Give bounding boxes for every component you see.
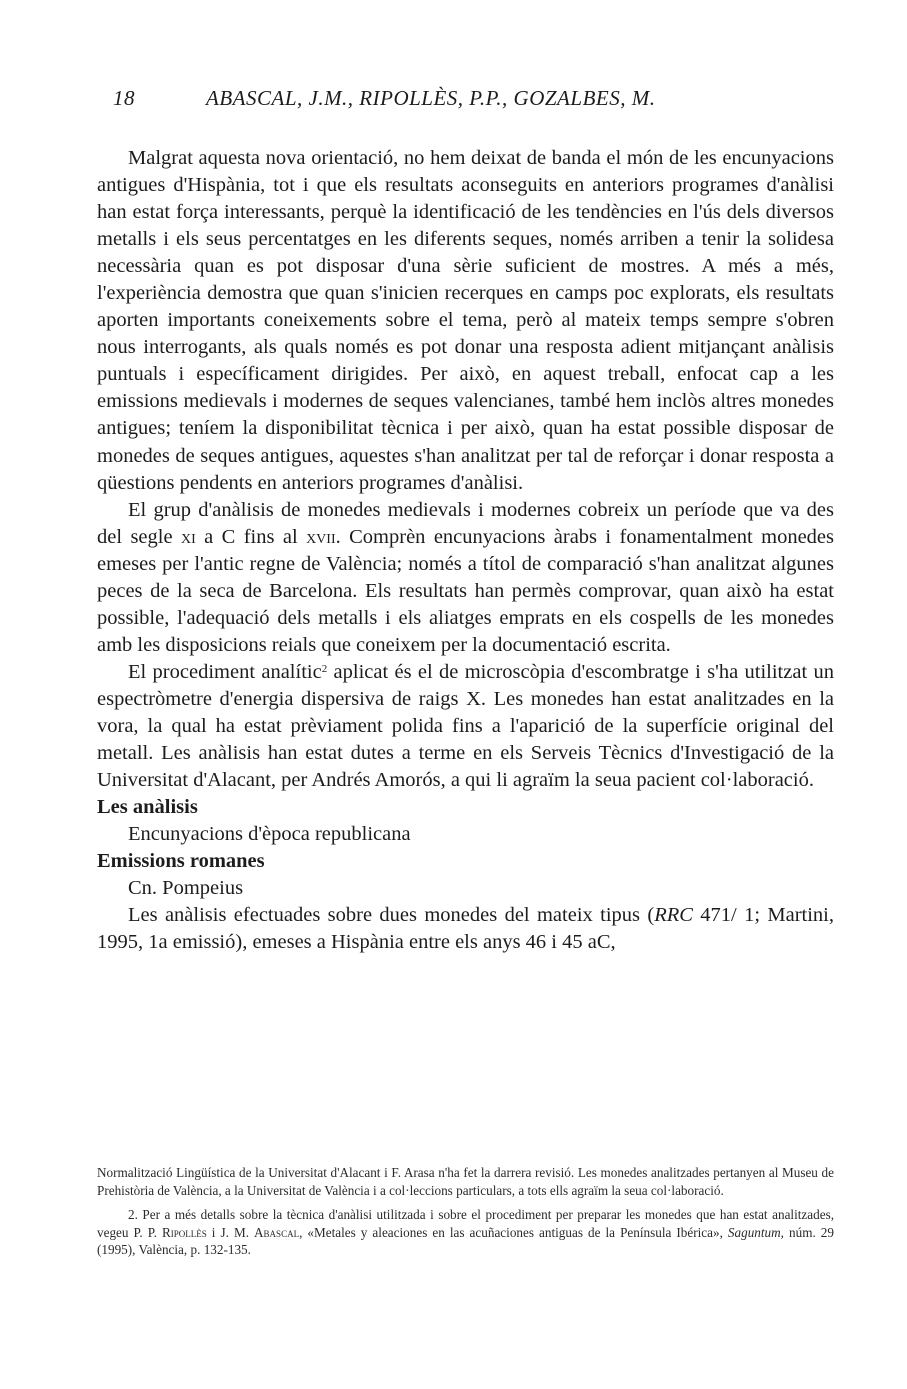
footnote-2-journal: Saguntum, [727,1224,784,1240]
section-sub-pompeius: Cn. Pompeius [128,877,244,900]
paragraph-2-text-b: a C fins al [195,525,307,548]
footnote-1-continuation: Normalització Lingüística de la Universitat d'Alacant i F. Arasa n'ha fet la darrera revisió. Les monedes analitzades pertanyen al Museu de Prehistòria de València, a la Universitat de València i a col·leccions particulars, a tots ells agraïm la seua col·laboració. [97,1165,834,1198]
century-xvii: xvii [306,525,336,548]
section-heading-romanes: Emissions romanes [97,850,265,873]
page-number: 18 [113,86,135,110]
rrc-abbrev: RRC [654,904,693,927]
footnotes [97,1164,834,1259]
paragraph-3-text-b: aplicat és el de microscòpia d'escombratge i s'ha utilitzat un espectròmetre d'energia dispersiva de raigs X. Les monedes han estat analitzades en la vora, la qual ha estat prèviament polida fins a l'aparició de la superfície original del metall. Les anàlisis han estat dutes a terme en els Serveis Tècnics d'Investigació de la Universitat d'Alacant, per Andrés Amorós, a qui li agraïm la seua pacient col·laboració. [97,660,834,792]
running-head-authors: ABASCAL, J.M., RIPOLLÈS, P.P., GOZALBES, M. [206,86,656,110]
body-text [97,145,834,956]
paragraph-3 [97,659,834,794]
footnote-2-text-b: i J. M. [206,1224,255,1240]
footnote-2-text-c: , «Metales y aleaciones en las acuñaciones antiguas de la Península Ibérica», [299,1224,728,1240]
paragraph-3-text-a: El procediment analític [128,660,322,683]
paragraph-2-text-a: El grup d'anàlisis de monedes medievals i modernes cobreix un període que va des del segle [97,498,834,548]
romanes-text-a: Les anàlisis efectuades sobre dues monedes del mateix tipus ( [128,904,655,927]
paragraph-romanes [97,902,834,956]
paragraph-1: Malgrat aquesta nova orientació, no hem deixat de banda el món de les encunyacions antigues d'Hispània, tot i que els resultats aconseguits en anteriors programes d'anàlisi han estat força interessants, perquè la identificació de les tendències en l'ús dels diversos metalls i els seus percentatges en les diferents seques, només arriben a tenir la solidesa necessària quan es pot disposar d'una sèrie suficient de mostres. A més a més, l'experiència demostra que quan s'inicien recerques en camps poc explorats, els resultats aporten importants coneixements sobre el tema, però al mateix temps sempre s'obren nous interrogants, als quals només es pot donar una resposta adient mitjançant anàlisis puntuals i específicament dirigides. Per això, en aquest treball, enfocat cap a les emissions medievals i modernes de seques valencianes, també hem inclòs altres monedes antigues; teníem la disponibilitat tècnica i per això, quan ha estat possible disposar de monedes de seques antigues, aquestes s'han analitzat per tal de reforçar i donar resposta a qüestions pendents en anteriors programes d'anàlisi. [97,147,834,494]
footnote-2-text-d: núm. 29 (1995), València, p. 132-135. [97,1224,834,1258]
footnote-ref-2[interactable]: 2 [321,662,328,675]
century-xi: xi [180,525,196,548]
footnote-2 [97,1206,834,1259]
footnote-2-author-1: Ripollès [161,1224,207,1240]
footnote-2-author-2: Abascal [254,1224,300,1240]
footnote-2-text-a: 2. Per a més detalls sobre la tècnica d'anàlisi utilitzada i sobre el procediment per preparar les monedes que han estat analitzades, vegeu P. P. [97,1207,834,1240]
paragraph-2-text-c: . Comprèn encunyacions àrabs i fonamentalment monedes emeses per l'antic regne de València; només a títol de comparació s'han analitzat algunes peces de la seca de Barcelona. Els resultats han permès comprovar, quan això ha estat possible, l'adequació dels metalls i els aliatges emprats en els cospells de les monedes amb les disposicions reials que coneixem per la documentació escrita. [97,525,834,656]
section-sub-republicana: Encunyacions d'època republicana [128,823,411,846]
romanes-text-b: 471/ 1; Martini, 1995, 1a emissió), emeses a Hispània entre els anys 46 i 45 aC, [97,904,834,954]
paragraph-2 [97,497,834,659]
section-heading-analisis: Les anàlisis [97,796,198,819]
